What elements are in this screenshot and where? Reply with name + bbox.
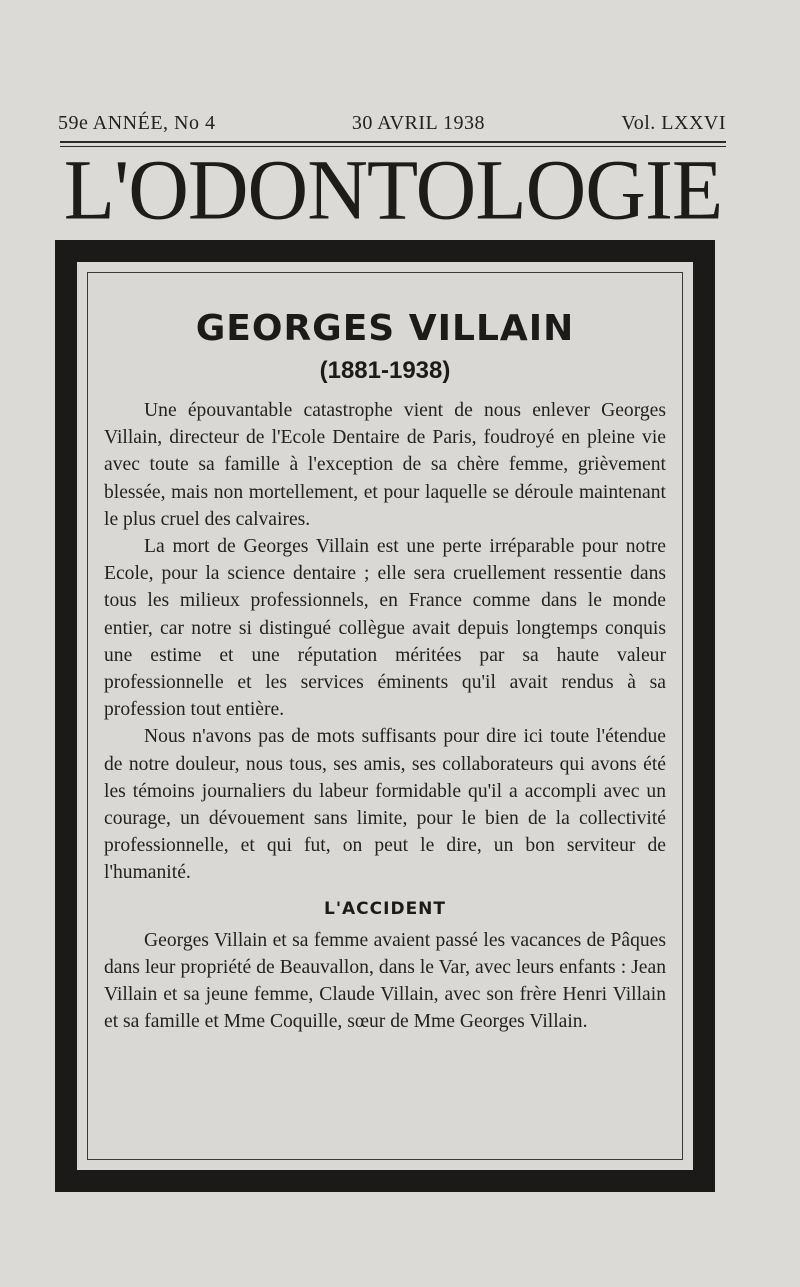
issue-number: 59e ANNÉE, No 4 xyxy=(58,112,216,134)
obituary-content xyxy=(104,300,666,1035)
issue-header xyxy=(58,112,726,135)
accident-paragraph: Georges Villain et sa femme avaient passé les vacances de Pâques dans leur propriété de Beauvallon, dans le Var, avec leurs enfants : Jean Villain et sa jeune femme, Claude Villain, avec son frère Henri Villain et sa famille et Mme Coquille, sœur de Mme Georges Villain. xyxy=(104,929,666,1033)
issue-date: 30 AVRIL 1938 xyxy=(351,112,486,134)
section-title-accident: L'ACCIDENT xyxy=(323,898,447,919)
paragraph-2: La mort de Georges Villain est une perte irréparable pour notre Ecole, pour la science dentaire ; elle sera cruellement ressentie dans tous les milieux professionnels, en France comme dans le monde entier, car notre si distingué collègue avait depuis longtemps conquis une estime et une réputation méritées par sa haute valeur professionnelle et les services éminents qu'il avait rendus à sa profession tout entière. xyxy=(104,536,666,721)
paragraph-1: Une épouvantable catastrophe vient de nous enlever Georges Villain, directeur de l'Ecole Dentaire de Paris, foudroyé en pleine vie avec toute sa famille à l'exception de sa chère femme, grièvement blessée, mais non mortellement, et pour laquelle se déroule maintenant le plus cruel des calvaires. xyxy=(104,400,666,530)
volume-number: Vol. LXXVI xyxy=(621,112,726,134)
obituary-title: GEORGES VILLAIN xyxy=(195,308,575,349)
paragraph-3: Nous n'avons pas de mots suffisants pour dire ici toute l'étendue de notre douleur, nous tous, ses amis, ses collaborateurs qui avons été les témoins journaliers du labeur formidable qu'il a accompli avec un courage, un dévouement sans limite, pour le bien de la collectivité professionnelle, et qui fut, on peut le dire, un bon serviteur de l'humanité. xyxy=(104,726,666,884)
obituary-dates: (1881-1938) xyxy=(319,357,451,384)
journal-masthead: L'ODONTOLOGIE xyxy=(63,143,723,238)
